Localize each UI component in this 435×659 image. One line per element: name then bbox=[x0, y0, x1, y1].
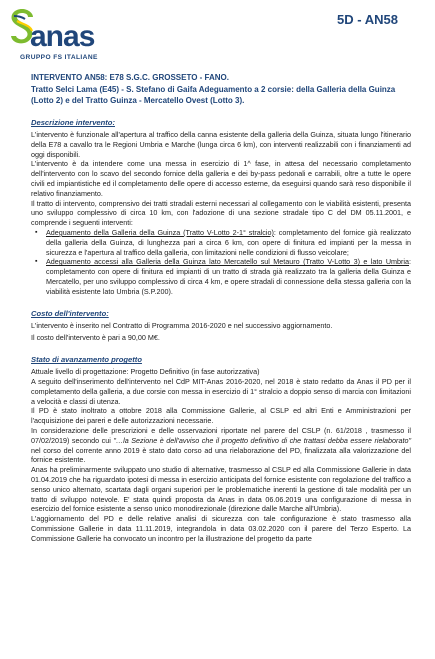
paragraph: Anas ha preliminarmente sviluppato uno studio di alternative, trasmesso al CSLP ed alla Commissione Gallerie in data 01.04.2019 che ha riguardato ipotesi di messa in esercizio anticipata del fornice esistente con regolazione del traffico a senso unico alternato, scartata dagli organi superiori per le problematiche inerenti la gestione di tale modalità per un tratto di sviluppo notevole. E' stata quindi proposta da Anas in data 06.06.2019 una configurazione di messa in esercizio del fornice esistente a senso unico monodirezionale (direzione dalle Marche all'Umbria). bbox=[31, 465, 411, 514]
interventions-list bbox=[31, 228, 411, 297]
quoted-text: "…la Sezione è dell'avviso che il progetto definitivo di che trattasi debba essere rielaborato" bbox=[113, 435, 411, 445]
list-item-text: : completamento con opere di finitura ed impianti di un tratto di strada già realizzato tra la galleria della Guinza e Mercatello, per uno sviluppo complessivo di circa 4 km, e opere stradali di connessione della stessa galleria con la viabilità esistente lato Umbria (S.P.200). bbox=[46, 257, 411, 296]
list-item-label: Adeguamento accessi alla Galleria della Guinza lato Mercatello sul Metauro (Tratto V-Lotto 3) e lato Umbria bbox=[46, 257, 409, 267]
intervention-subtitle: Tratto Selci Lama (E45) - S. Stefano di Gaifa Adeguamento a 2 corsie: della Galleria della Guinza (Lotto 2) e del Tratto Guinza - Mercatello Ovest (Lotto 3). bbox=[31, 85, 396, 105]
page-header bbox=[0, 0, 435, 66]
intervention-title: INTERVENTO AN58: E78 S.G.C. GROSSETO - FANO. bbox=[31, 73, 229, 82]
paragraph: L'aggiornamento del PD e delle relative analisi di sicurezza con tale configurazione è stato trasmesso alla Commissione Gallerie in data 11.11.2019, integrandola in data 03.02.2020 con il parere del Terzo Esperto. La Commissione Gallerie ha convocato un incontro per la illustrazione del progetto da parte bbox=[31, 514, 411, 543]
paragraph bbox=[31, 426, 411, 465]
list-item bbox=[31, 257, 411, 296]
section-heading-stato: Stato di avanzamento progetto bbox=[31, 355, 142, 365]
anas-logo bbox=[6, 4, 136, 66]
paragraph: L'intervento è funzionale all'apertura al traffico della canna esistente della galleria della Guinza, situata lungo l'itinerario della E78 a cavallo tra le Regioni Umbria e Marche (lunga circa 6 km), con interventi realizzabili con i finanziamenti ad oggi disponibili. bbox=[31, 130, 411, 159]
list-item-text: : completamento del fornice già realizzato della galleria della Guinza, di lunghezza pari a circa 6 km, con opere di finitura ed impianti per la messa in sicurezza e l'apertura al traffico della galleria, con limitazioni nelle condizioni di flusso veicolare; bbox=[46, 227, 411, 257]
paragraph-text: In considerazione delle prescrizioni e delle osservazioni riportate nel parere del CSLP (n. 61/2018 , trasmesso il 07/02/2019) secondo cui bbox=[31, 425, 411, 445]
paragraph: Il tratto di intervento, comprensivo dei tratti stradali esterni necessari al collegamento con le viabilità esistenti, presenta uno sviluppo complessivo di circa 10 km, con l'adozione di una sezione stradale tipo C del DM 05.11.2001, e comprende i seguenti interventi: bbox=[31, 198, 411, 228]
paragraph: Attuale livello di progettazione: Progetto Definitivo (in fase autorizzativa) bbox=[31, 367, 260, 377]
logo-wordmark: anas bbox=[30, 20, 95, 53]
paragraph: Il PD è stato inoltrato a ottobre 2018 alla Commissione Gallerie, al CSLP ed altri Enti e Amministrazioni per l'acquisizione dei pareri e delle autorizzazioni necessarie. bbox=[31, 406, 411, 426]
section-heading-costo: Costo dell'intervento: bbox=[31, 308, 109, 318]
list-item bbox=[31, 228, 411, 257]
logo-subtitle: GRUPPO FS ITALIANE bbox=[20, 54, 98, 61]
document-body bbox=[31, 72, 411, 543]
paragraph: Il costo dell'intervento è pari a 90,00 M€. bbox=[31, 333, 160, 343]
list-item-label: Adeguamento della Galleria della Guinza (Tratto V-Lotto 2-1° stralcio) bbox=[46, 227, 274, 237]
section-heading-descrizione: Descrizione intervento: bbox=[31, 118, 115, 127]
document-code: 5D - AN58 bbox=[337, 12, 398, 27]
paragraph: L'intervento è inserito nel Contratto di Programma 2016-2020 e nel successivo aggiornamento. bbox=[31, 320, 333, 330]
paragraph: A seguito dell'inserimento dell'intervento nel CdP MIT-Anas 2016-2020, nel 2018 è stato redatto da Anas il PD per il completamento della galleria, a due corsie con messa in esercizio di 1° stralcio a doppio senso di marcia con limitazioni a velocità e classi di utenza. bbox=[31, 376, 411, 406]
paragraph: L'intervento è da intendere come una messa in esercizio di 1^ fase, in attesa del necessario completamento dell'intervento con lo scavo del secondo fornice della galleria e dei by-pass pedonali e carrabili, oltre a tutte le opere civili ed impiantistiche ed il completamento delle opere di accesso esterne, da eseguirsi quando sarà reso disponibile il relativo finanziamento. bbox=[31, 159, 411, 198]
paragraph-text: nel corso del corrente anno 2019 è stato dato corso ad una rielaborazione del PD, finalizzata alla valorizzazione del fornice esistente. bbox=[31, 445, 411, 465]
